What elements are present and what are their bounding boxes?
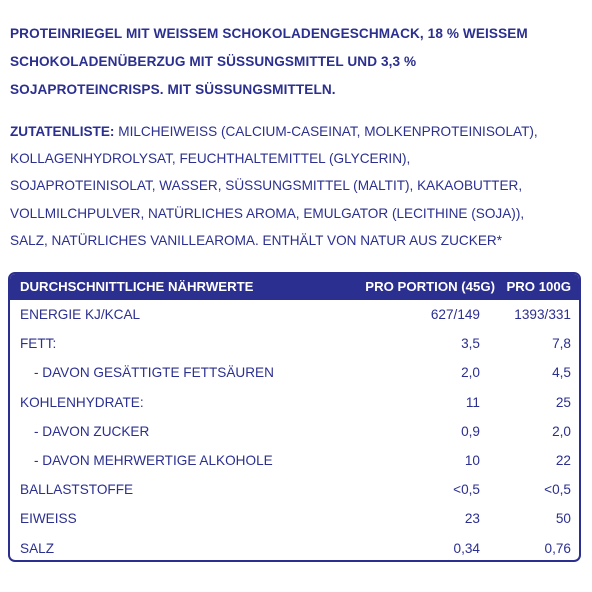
ingredients-list [10,118,586,254]
product-title [10,20,582,104]
ingredients-line: KOLLAGENHYDROLYSAT, FEUCHTHALTEMITTEL (GLYCERIN), [10,151,411,167]
table-row [10,534,579,563]
nutrient-name: - DAVON ZUCKER [34,423,150,439]
header-per-100g: PRO 100G [506,279,571,294]
table-row [10,388,579,417]
value-per-100g: 0,76 [544,540,571,556]
nutrient-name: FETT: [20,336,57,352]
table-row [10,504,579,533]
nutrient-name: - DAVON GESÄTTIGTE FETTSÄUREN [34,365,274,381]
table-row [10,358,579,387]
header-nutrient: DURCHSCHNITTLICHE NÄHRWERTE [20,279,254,294]
table-row [10,417,579,446]
nutrient-name: KOHLENHYDRATE: [20,394,144,410]
ingredients-line [10,118,586,145]
ingredients-line: VOLLMILCHPULVER, NATÜRLICHES AROMA, EMULGATOR (LECITHINE (SOJA)), [10,205,525,221]
ingredients-line: SALZ, NATÜRLICHES VANILLEAROMA. ENTHÄLT VON NATUR AUS ZUCKER* [10,232,502,248]
value-per-portion: <0,5 [453,482,480,498]
table-row [10,446,579,475]
value-per-portion: 0,9 [461,423,480,439]
nutrient-name: BALLASTSTOFFE [20,482,134,498]
value-per-portion: 0,34 [453,540,480,556]
nutrient-name: SALZ [20,540,54,556]
value-per-portion: 3,5 [461,336,480,352]
value-per-portion: 23 [464,511,480,527]
ingredients-line: SOJAPROTEINISOLAT, WASSER, SÜSSUNGSMITTEL (MALTIT), KAKAOBUTTER, [10,178,523,194]
value-per-100g: 22 [555,452,571,468]
value-per-portion: 2,0 [461,365,480,381]
table-row [10,300,579,329]
header-per-portion: PRO PORTION (45G) [365,279,495,294]
nutrient-name: - DAVON MEHRWERTIGE ALKOHOLE [34,452,273,468]
nutrient-name: EIWEISS [20,511,77,527]
ingredients-label: ZUTATENLISTE: [10,124,115,139]
value-per-portion: 627/149 [430,307,480,322]
value-per-100g: 50 [555,511,571,527]
value-per-100g: 7,8 [552,336,571,352]
nutrient-name: ENERGIE KJ/KCAL [20,307,141,322]
value-per-100g: 1393/331 [514,307,571,322]
nutrition-table-header [10,274,579,300]
product-title-line: SCHOKOLADENÜBERZUG MIT SÜSSUNGSMITTEL UND 3,3 % [10,54,417,69]
table-row [10,475,579,504]
product-title-line: PROTEINRIEGEL MIT WEISSEM SCHOKOLADENGESCHMACK, 18 % WEISSEM [10,26,528,41]
value-per-portion: 10 [464,452,480,468]
value-per-100g: <0,5 [544,482,571,498]
value-per-100g: 4,5 [552,365,571,381]
nutrition-table [8,272,581,562]
value-per-100g: 2,0 [552,423,571,439]
value-per-100g: 25 [555,394,571,410]
table-row [10,329,579,358]
product-title-line: SOJAPROTEINCRISPS. MIT SÜSSUNGSMITTELN. [10,82,336,97]
ingredients-text: MILCHEIWEISS (CALCIUM-CASEINAT, MOLKENPROTEINISOLAT), [114,124,538,139]
value-per-portion: 11 [465,394,480,410]
